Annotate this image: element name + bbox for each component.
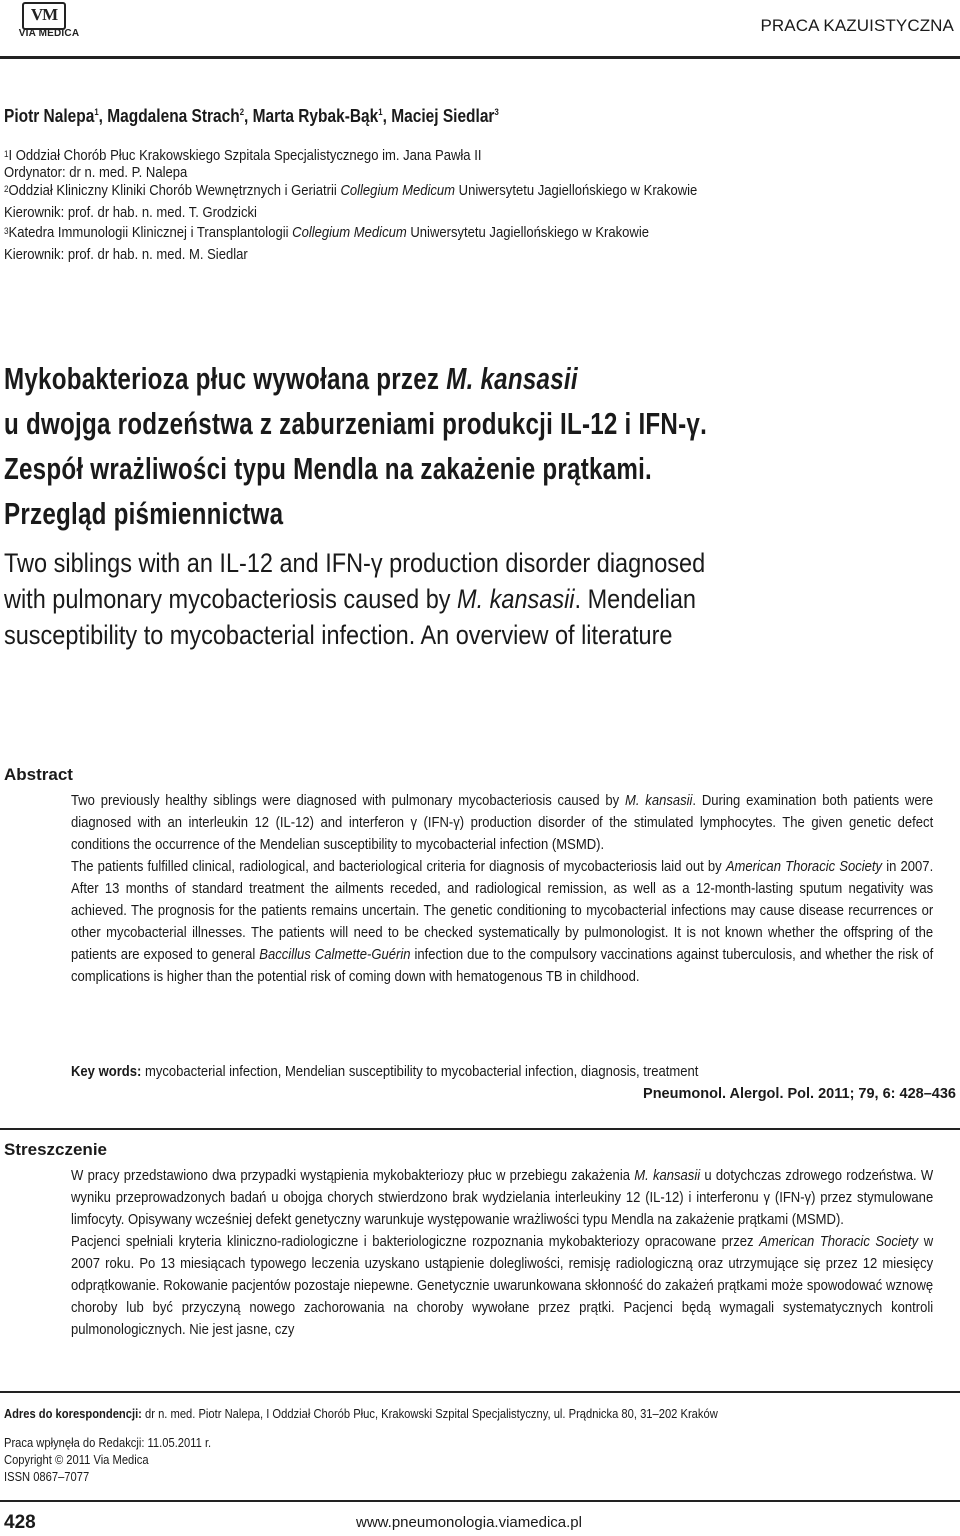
author-name: Maciej Siedlar [391,106,495,126]
affiliation-3-head: Kierownik: prof. dr hab. n. med. M. Siedlar [4,247,248,263]
affiliation-1-head: Ordynator: dr n. med. P. Nalepa [4,165,188,181]
issn-number: ISSN 0867–7077 [4,1469,90,1484]
affiliation-2-head: Kierownik: prof. dr hab. n. med. T. Grodzicki [4,205,257,221]
affiliation-3: $^3$Katedra Immunologii Klinicznej i Transplantologii Collegium Medicum Uniwersytetu Jagiellońskiego w Krakowie [4,225,650,241]
correspondence-text: dr n. med. Piotr Nalepa, I Oddział Chorób Płuc, Krakowski Szpital Specjalistyczny, ul. Prądnicka 80, 31–202 Kraków [145,1406,718,1421]
page-number: 428 [4,1512,36,1533]
author-name: Piotr Nalepa [4,106,95,126]
section-divider [0,1128,960,1130]
correspondence-label: Adres do korespondencji: [4,1406,142,1421]
abstract-keywords [71,1064,698,1080]
abstract-paragraph: Two previously healthy siblings were diagnosed with pulmonary mycobacteriosis caused by M. kansasii. During examination both patients were diagnosed with an interleukin 12 (IL-12) and interferon γ (IFN-γ) production disorder of the stimulated lymphocytes. The given genetic defect conditions the occurrence of the Mendelian susceptibility to mycobacterial infection (MSMD). [71,793,934,853]
title-line: Zespół wrażliwości typu Mendla na zakażenie prątkami. [4,451,652,486]
affiliation-2: $^2$Oddział Kliniczny Kliniki Chorób Wewnętrznych i Geriatrii Collegium Medicum Uniwersytetu Jagiellońskiego w Krakowie [4,183,698,199]
title-line: Two siblings with an IL-12 and IFN-γ production disorder diagnosed [4,548,706,578]
footnote-divider [0,1391,960,1393]
header-divider [0,56,960,59]
copyright-note: Copyright © 2011 Via Medica [4,1452,149,1467]
affiliation-1: $^1$I Oddział Chorób Płuc Krakowskiego Szpitala Specjalistycznego im. Jana Pawła II [4,148,482,164]
streszczenie-paragraph: Pacjenci spełniali kryteria kliniczno-radiologiczne i bakteriologiczne rozpoznania mykobakteriozy opracowane przez American Thoracic Society w 2007 roku. Po 13 miesiącach typowego leczenia uzyskano ustąpienie dolegliwości, remisję radiologiczną oraz utrzymujące się przez 12 miesięcy odprątkowanie. Rokowanie pacjentów pozostaje niepewne. Genetycznie uwarunkowana skłonność do zakażeń prątkami może spowodować wznowę choroby lub być przyczyną nowego zachorowania na choroby wywołane przez prątki. Pacjenci będą wymagali systematycznych kontroli pulmonologicznych. Nie jest jasne, czy [71,1234,934,1338]
title-line: with pulmonary mycobacteriosis caused by M. kansasii. Mendelian [4,584,696,614]
keywords-text: mycobacterial infection, Mendelian susceptibility to mycobacterial infection, diagnosis, treatment [144,1064,699,1080]
logo-text: VIA MEDICA [18,28,80,39]
title-line: Mykobakterioza płuc wywołana przez M. kansasii [4,361,578,396]
logo-mark: VM [22,2,66,30]
title-line: susceptibility to mycobacterial infection. An overview of literature [4,620,673,650]
correspondence-address [4,1406,718,1421]
article-type-label: PRACA KAZUISTYCZNA [760,16,954,35]
abstract-heading: Abstract [4,765,73,784]
abstract-body [71,790,933,988]
author-name: Magdalena Strach [107,106,240,126]
abstract-paragraph: The patients fulfilled clinical, radiological, and bacteriological criteria for diagnosis of mycobacteriosis laid out by American Thoracic Society in 2007. After 13 months of standard treatment the ailments receded, and radiological remission, as well as a 12-month-lasting sputum negativity was achieved. The prognosis for the patients remains uncertain. The genetic conditioning to mycobacterial infections may cause disease recurrences or other mycobacterial illnesses. The patients will need to be checked systematically by pulmonologist. It is not known whether the offspring of the patients are exposed to general Baccillus Calmette-Guérin infection due to the compulsory vaccinations against tuberculosis, and whether the risk of complications is higher than the potential risk of coming down with hematogenous TB in childhood. [71,859,934,985]
streszczenie-paragraph: W pracy przedstawiono dwa przypadki wystąpienia mykobakteriozy płuc w przebiegu zakażenia M. kansasii u dotychczas zdrowego rodzeństwa. W wyniku przeprowadzonych badań u obojga chorych stwierdzono brak wydzielania interleukiny 12 (IL-12) i interferonu γ (IFN-γ) przez stymulowane limfocyty. Opisywany wcześniej defekt genetyczny warunkuje występowanie wrażliwości typu Mendla na zakażenie prątkami (MSMD). [71,1168,934,1228]
title-english [4,545,705,653]
author-list: Piotr Nalepa$^1$, Magdalena Strach$^2$, Marta Rybak-Bąk$^1$, Maciej Siedlar$^3$ [4,106,499,126]
author-name: Marta Rybak-Bąk [252,106,379,126]
title-line: Przegląd piśmiennictwa [4,496,284,531]
received-date: Praca wpłynęła do Redakcji: 11.05.2011 r. [4,1435,212,1450]
streszczenie-heading: Streszczenie [4,1140,107,1159]
title-line: u dwojga rodzeństwa z zaburzeniami produkcji IL-12 i IFN-γ. [4,406,708,441]
title-polish [4,356,707,536]
footer-divider [0,1500,960,1502]
journal-website: www.pneumonologia.viamedica.pl [356,1514,582,1531]
publisher-logo [8,2,82,38]
streszczenie-body [71,1165,933,1341]
journal-citation: Pneumonol. Alergol. Pol. 2011; 79, 6: 428–436 [643,1086,956,1102]
keywords-label: Key words: [71,1064,142,1080]
